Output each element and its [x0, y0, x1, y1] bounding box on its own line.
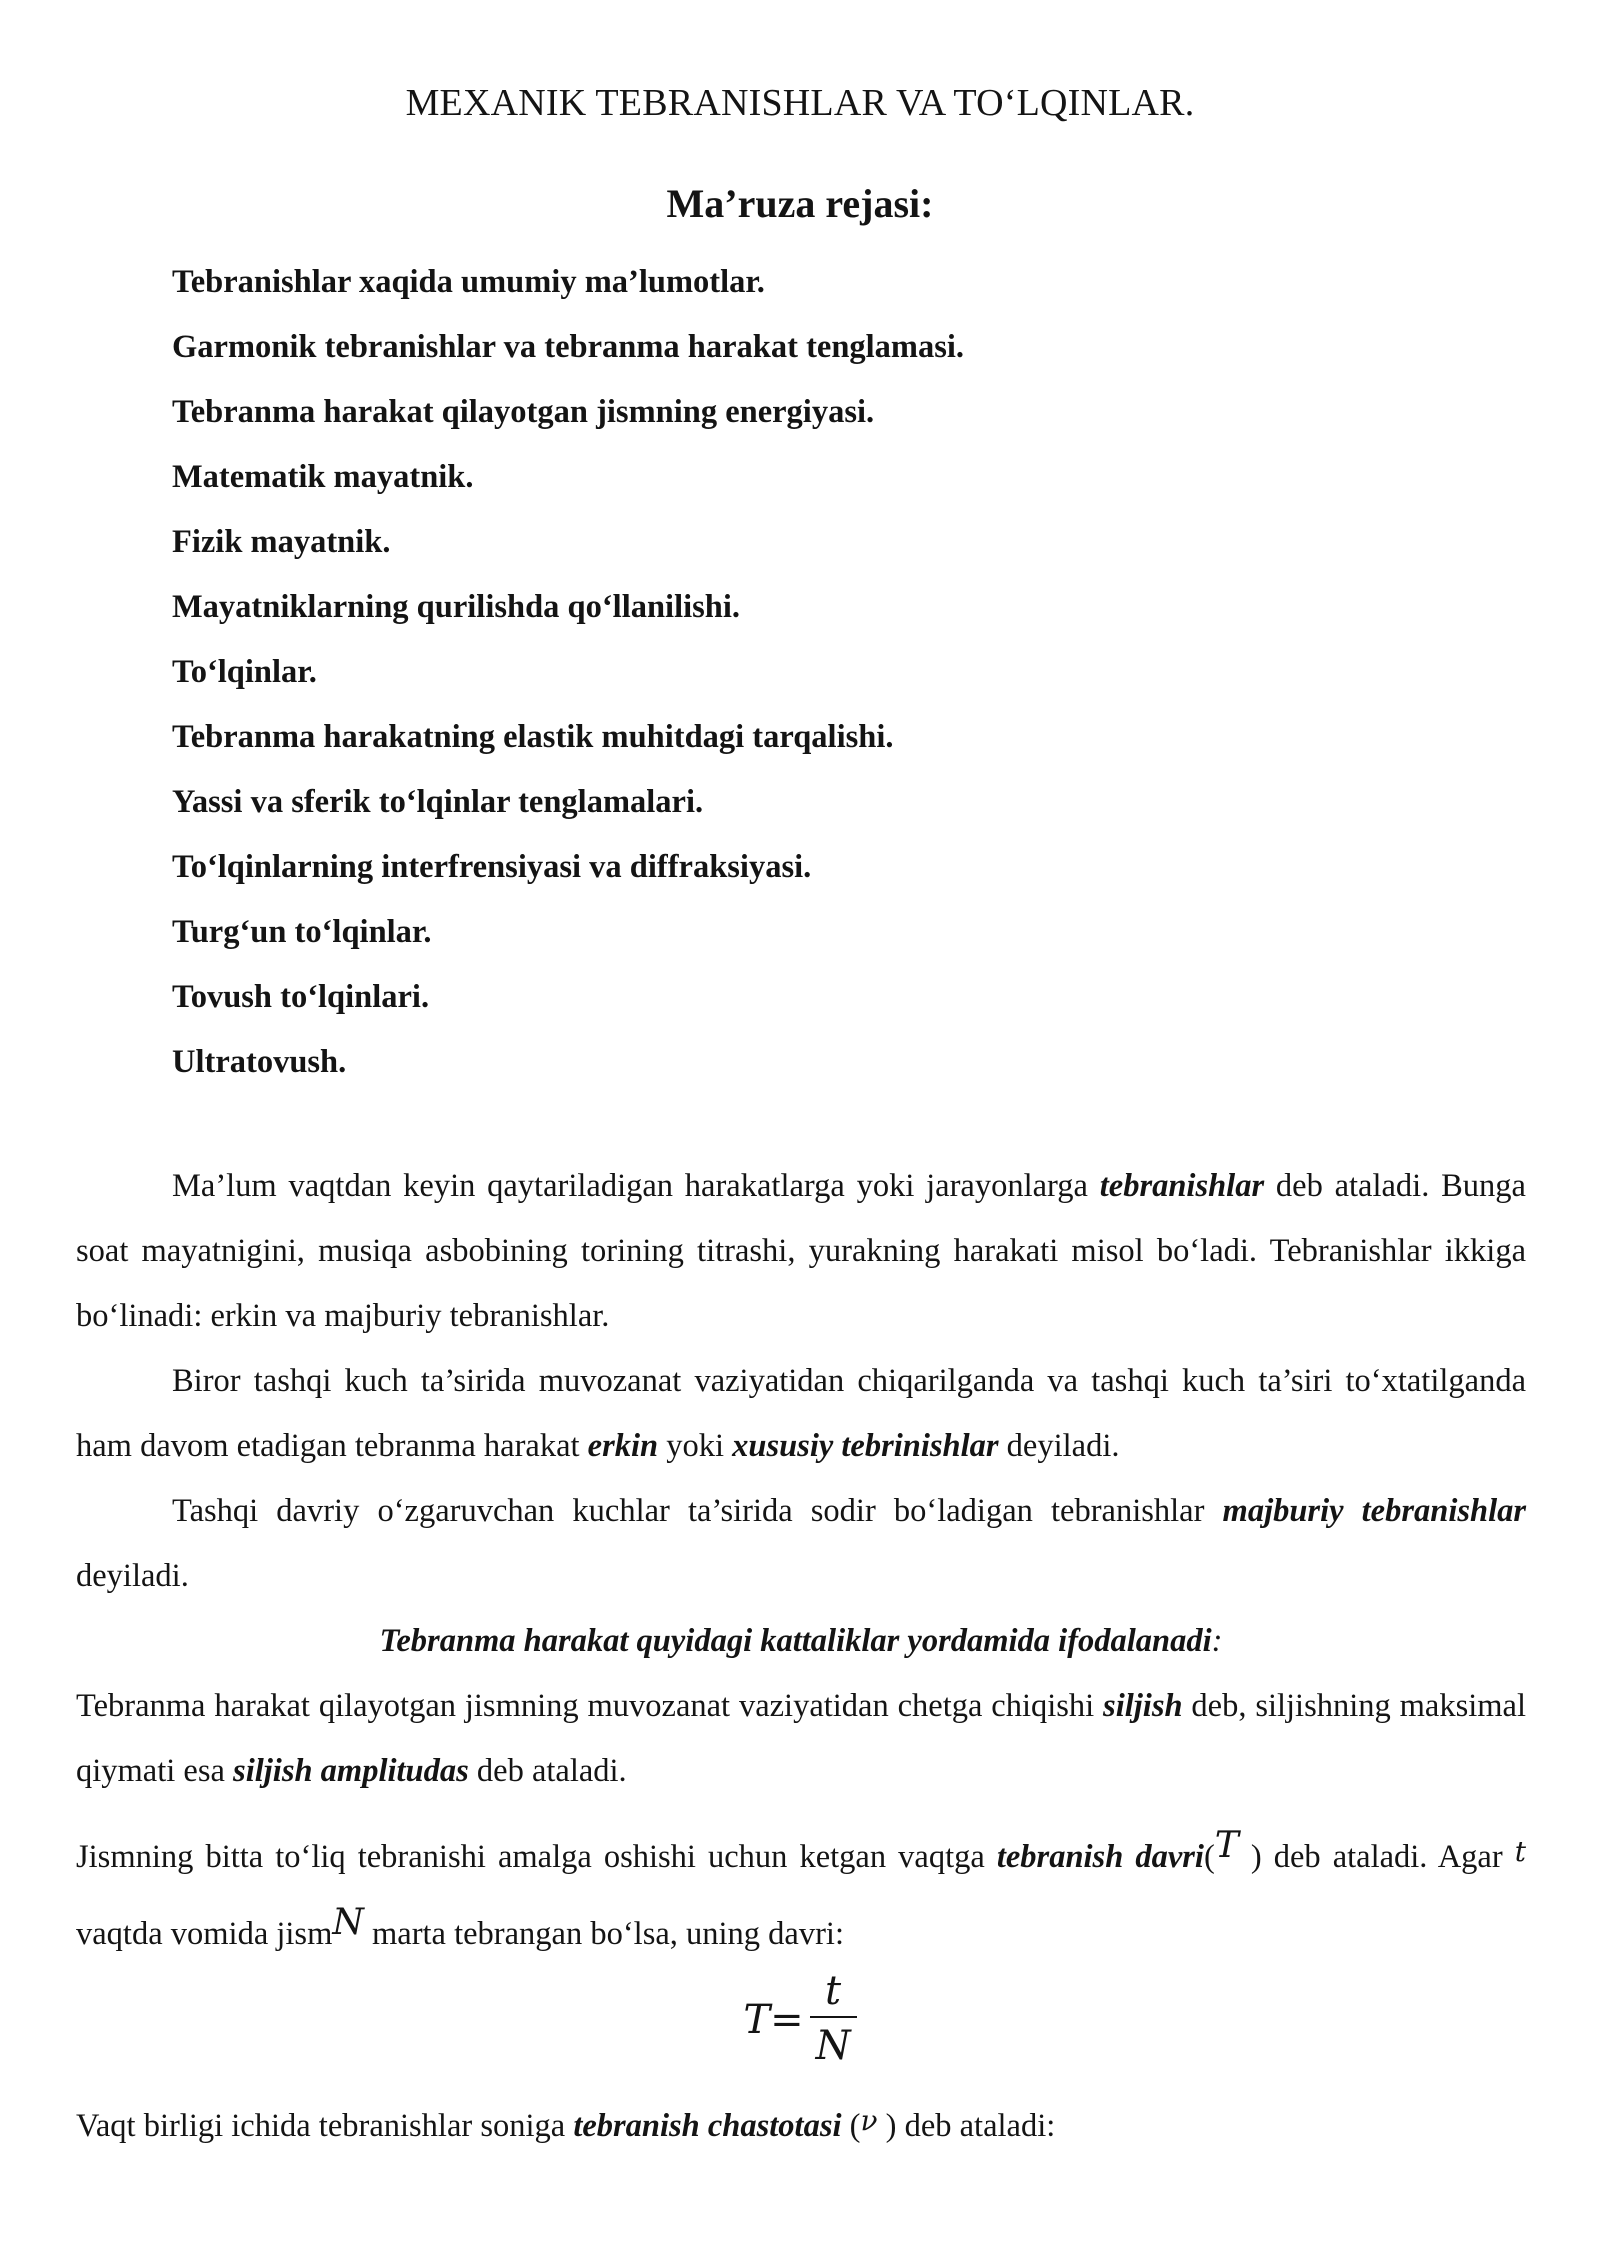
body-section-period	[76, 1818, 1526, 1972]
lecture-plan-heading: Ma’ruza rejasi:	[666, 181, 934, 226]
body-section-definitions	[76, 1154, 1526, 1804]
term-siljish: siljish	[1103, 1688, 1183, 1724]
term-tebranishlar: tebranishlar	[1099, 1168, 1265, 1204]
paragraph-oscillations-definition: Ma’lum vaqtdan keyin qaytariladigan harakatlarga yoki jarayonlarga tebranishlar deb ataladi. Bunga soat mayatnigini, musiqa asbobining torining titrashi, yurakning harakati misol bo‘ladi. Tebranishlar ikkiga bo‘linadi: erkin va majburiy tebranishlar.	[76, 1168, 1526, 1334]
term-tebranish-chastotasi: tebranish chastotasi	[573, 2108, 842, 2144]
plan-item: Tebranma harakatning elastik muhitdagi tarqalishi.	[172, 719, 894, 755]
paragraph-frequency: Vaqt birligi ichida tebranishlar soniga tebranish chastotasi (ν ) deb ataladi:	[76, 2104, 1056, 2144]
plan-item: Tovush to‘lqinlari.	[172, 979, 430, 1015]
document-title: MEXANIK TEBRANISHLAR VA TO‘LQINLAR.	[405, 82, 1195, 124]
term-siljish-amplitudas: siljish amplitudas	[233, 1753, 469, 1789]
paragraph-displacement: Tebranma harakat qilayotgan jismning muvozanat vaziyatidan chetga chiqishi siljish deb, siljishning maksimal qiymati esa siljish amplitudas deb ataladi.	[76, 1688, 1526, 1789]
term-xususiy-tebrinishlar: xususiy tebrinishlar	[732, 1428, 999, 1464]
formula-lhs: T	[743, 1997, 771, 2043]
paragraph-free-oscillations: Biror tashqi kuch ta’sirida muvozanat vaziyatidan chiqarilganda va tashqi kuch ta’siri to‘xtatilganda ham davom etadigan tebranma harakat erkin yoki xususiy tebrinishlar deyiladi.	[76, 1363, 1526, 1464]
plan-item: Fizik mayatnik.	[172, 524, 391, 560]
period-formula	[0, 1966, 1600, 2074]
symbol-nu: ν	[860, 2104, 878, 2137]
symbol-N: N	[332, 1902, 364, 1943]
formula-numerator: t	[810, 1966, 857, 2018]
plan-item: Mayatniklarning qurilishda qo‘llanilishi.	[172, 589, 741, 625]
plan-item: Garmonik tebranishlar va tebranma harakat tenglamasi.	[172, 329, 965, 365]
plan-item: Turg‘un to‘lqinlar.	[172, 914, 432, 950]
plan-item: To‘lqinlarning interfrensiyasi va diffraksiyasi.	[172, 849, 812, 885]
term-tebranish-davri: tebranish davri	[996, 1839, 1204, 1875]
paragraph-forced-oscillations: Tashqi davriy o‘zgaruvchan kuchlar ta’sirida sodir bo‘ladigan tebranishlar majburiy tebranishlar deyiladi.	[76, 1493, 1527, 1594]
symbol-t: t	[1514, 1835, 1526, 1868]
term-majburiy-tebranishlar: majburiy tebranishlar	[1222, 1493, 1527, 1529]
plan-item: Matematik mayatnik.	[172, 459, 474, 495]
term-erkin: erkin	[587, 1428, 659, 1464]
plan-item: Tebranishlar xaqida umumiy ma’lumotlar.	[172, 264, 765, 300]
quantities-subheading: Tebranma harakat quyidagi kattaliklar yordamida ifodalanadi:	[379, 1623, 1223, 1659]
plan-item: Tebranma harakat qilayotgan jismning energiyasi.	[172, 394, 875, 430]
formula-denominator: N	[815, 2023, 851, 2069]
body-section-frequency	[76, 2094, 1526, 2159]
symbol-T: T	[1214, 1825, 1239, 1866]
plan-item: To‘lqinlar.	[172, 654, 317, 690]
paragraph-period: Jismning bitta to‘liq tebranishi amalga oshishi uchun ketgan vaqtga tebranish davri(T ) deb ataladi. Agar t vaqtda vomida jismN marta tebrangan bo‘lsa, uning davri:	[76, 1825, 1526, 1952]
formula-equals: =	[770, 1997, 804, 2043]
formula-fraction	[810, 1966, 857, 2074]
lecture-plan-list	[172, 250, 964, 1095]
plan-item: Yassi va sferik to‘lqinlar tenglamalari.	[172, 784, 704, 820]
plan-item: Ultratovush.	[172, 1044, 347, 1080]
